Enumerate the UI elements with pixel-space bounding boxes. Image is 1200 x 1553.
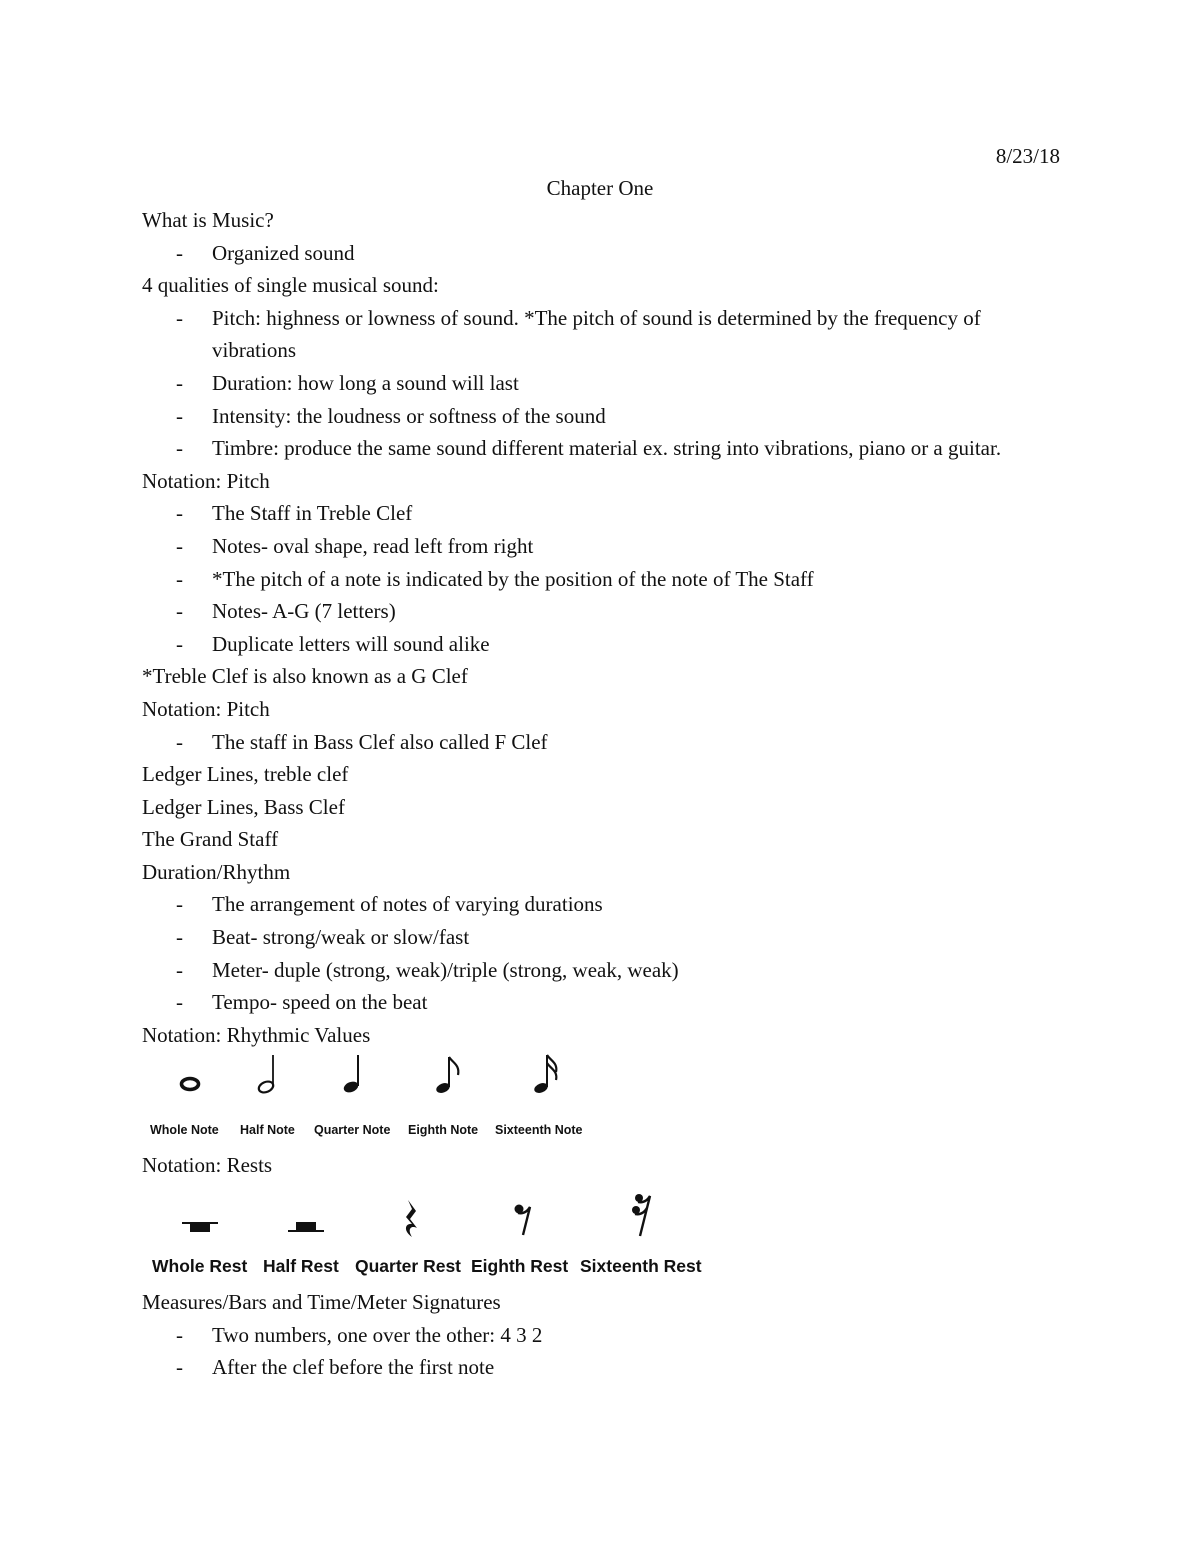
- bullet-item: [142, 726, 1062, 759]
- bullet-item: [142, 954, 1062, 987]
- whole-note-icon: [178, 1073, 202, 1095]
- bullet-item: [142, 400, 1062, 433]
- text-line: Ledger Lines, treble clef: [142, 762, 349, 787]
- bullet-dash: -: [176, 370, 183, 395]
- sixteenth-rest-icon: [630, 1192, 654, 1240]
- bullet-dash: -: [176, 436, 183, 461]
- text-line: *Treble Clef is also known as a G Clef: [142, 664, 468, 689]
- bullet-item: [142, 888, 1062, 921]
- bullet-item: [142, 1319, 1062, 1352]
- bullet-item: [142, 595, 1062, 628]
- bullet-dash: -: [176, 566, 183, 591]
- whole-rest-label: Whole Rest: [152, 1256, 248, 1277]
- notes-section-main: [142, 204, 1062, 1051]
- rests-figure: [142, 1186, 1062, 1286]
- bullet-item: [142, 563, 1062, 596]
- text-line: Notation: Rhythmic Values: [142, 1022, 371, 1047]
- eighth-rest-icon: [512, 1202, 536, 1238]
- bullet-dash: -: [176, 533, 183, 558]
- bullet-dash: -: [176, 1322, 183, 1347]
- bullet-item: [142, 367, 1062, 400]
- notes-body: [142, 204, 1062, 1384]
- bullet-text: Notes- A-G (7 letters): [212, 599, 396, 624]
- bullet-text: Timbre: produce the same sound different material ex. string into vibrations, piano or a guitar.: [212, 436, 1002, 461]
- rhythmic-values-figure: [142, 1051, 1062, 1149]
- bullet-item: [142, 302, 1062, 367]
- sixteenth-note-label: Sixteenth Note: [495, 1123, 583, 1138]
- bullet-text: After the clef before the first note: [212, 1355, 495, 1380]
- eighth-note-label: Eighth Note: [408, 1123, 479, 1138]
- bullet-text: Pitch: highness or lowness of sound. *The pitch of sound is determined by the frequency of vibrations: [212, 305, 981, 363]
- text-line: The Grand Staff: [142, 827, 279, 852]
- bullet-item: [142, 432, 1062, 465]
- bullet-text: The staff in Bass Clef also called F Clef: [212, 729, 548, 754]
- bullet-text: Intensity: the loudness or softness of the sound: [212, 403, 606, 428]
- bullet-text: Notes- oval shape, read left from right: [212, 533, 534, 558]
- bullet-dash: -: [176, 892, 183, 917]
- bullet-text: The arrangement of notes of varying durations: [212, 892, 603, 917]
- eighth-note-icon: [432, 1051, 466, 1097]
- bullet-text: The Staff in Treble Clef: [212, 501, 413, 526]
- half-note-icon: [255, 1051, 285, 1097]
- quarter-note-icon: [340, 1051, 370, 1097]
- text-line: What is Music?: [142, 208, 274, 232]
- text-line: Duration/Rhythm: [142, 859, 291, 884]
- text-line: Notation: Pitch: [142, 468, 270, 493]
- whole-note-label: Whole Note: [150, 1123, 219, 1138]
- bullet-text: Two numbers, one over the other: 4 3 2: [212, 1322, 543, 1347]
- bullet-text: Beat- strong/weak or slow/fast: [212, 925, 470, 950]
- eighth-rest-label: Eighth Rest: [471, 1256, 569, 1277]
- bullet-item: [142, 1351, 1062, 1384]
- notes-section-end: [142, 1286, 1062, 1384]
- bullet-text: Meter- duple (strong, weak)/triple (strong, weak, weak): [212, 957, 679, 982]
- bullet-text: Tempo- speed on the beat: [212, 990, 428, 1015]
- bullet-text: Duration: how long a sound will last: [212, 370, 519, 395]
- text-line: Notation: Pitch: [142, 696, 270, 721]
- half-note-label: Half Note: [240, 1123, 295, 1138]
- bullet-dash: -: [176, 305, 183, 330]
- sixteenth-note-icon: [530, 1051, 564, 1097]
- text-line: Measures/Bars and Time/Meter Signatures: [142, 1290, 501, 1315]
- bullet-dash: -: [176, 990, 183, 1015]
- bullet-item: [142, 986, 1062, 1019]
- bullet-text: Organized sound: [212, 240, 355, 265]
- bullet-dash: -: [176, 403, 183, 428]
- bullet-item: [142, 497, 1062, 530]
- sixteenth-rest-label: Sixteenth Rest: [580, 1256, 702, 1277]
- bullet-dash: -: [176, 240, 183, 265]
- bullet-dash: -: [176, 925, 183, 950]
- bullet-dash: -: [176, 729, 183, 754]
- date-line: 8/23/18: [995, 144, 1060, 168]
- bullet-dash: -: [176, 501, 183, 526]
- half-rest-icon: [286, 1220, 326, 1236]
- bullet-item: [142, 530, 1062, 563]
- bullet-dash: -: [176, 599, 183, 624]
- quarter-rest-label: Quarter Rest: [355, 1256, 462, 1277]
- text-line: 4 qualities of single musical sound:: [142, 273, 439, 298]
- rests-heading: Notation: Rests: [142, 1153, 273, 1178]
- text-line: Ledger Lines, Bass Clef: [142, 794, 345, 819]
- bullet-text: *The pitch of a note is indicated by the position of the note of The Staff: [212, 566, 814, 591]
- bullet-dash: -: [176, 957, 183, 982]
- quarter-note-label: Quarter Note: [314, 1123, 391, 1138]
- bullet-item: [142, 237, 1062, 270]
- half-rest-label: Half Rest: [263, 1256, 339, 1277]
- quarter-rest-icon: [400, 1198, 424, 1240]
- bullet-dash: -: [176, 631, 183, 656]
- whole-rest-icon: [180, 1220, 220, 1236]
- bullet-item: [142, 628, 1062, 661]
- page-title: Chapter One: [546, 176, 654, 200]
- bullet-dash: -: [176, 1355, 183, 1380]
- bullet-item: [142, 921, 1062, 954]
- bullet-text: Duplicate letters will sound alike: [212, 631, 490, 656]
